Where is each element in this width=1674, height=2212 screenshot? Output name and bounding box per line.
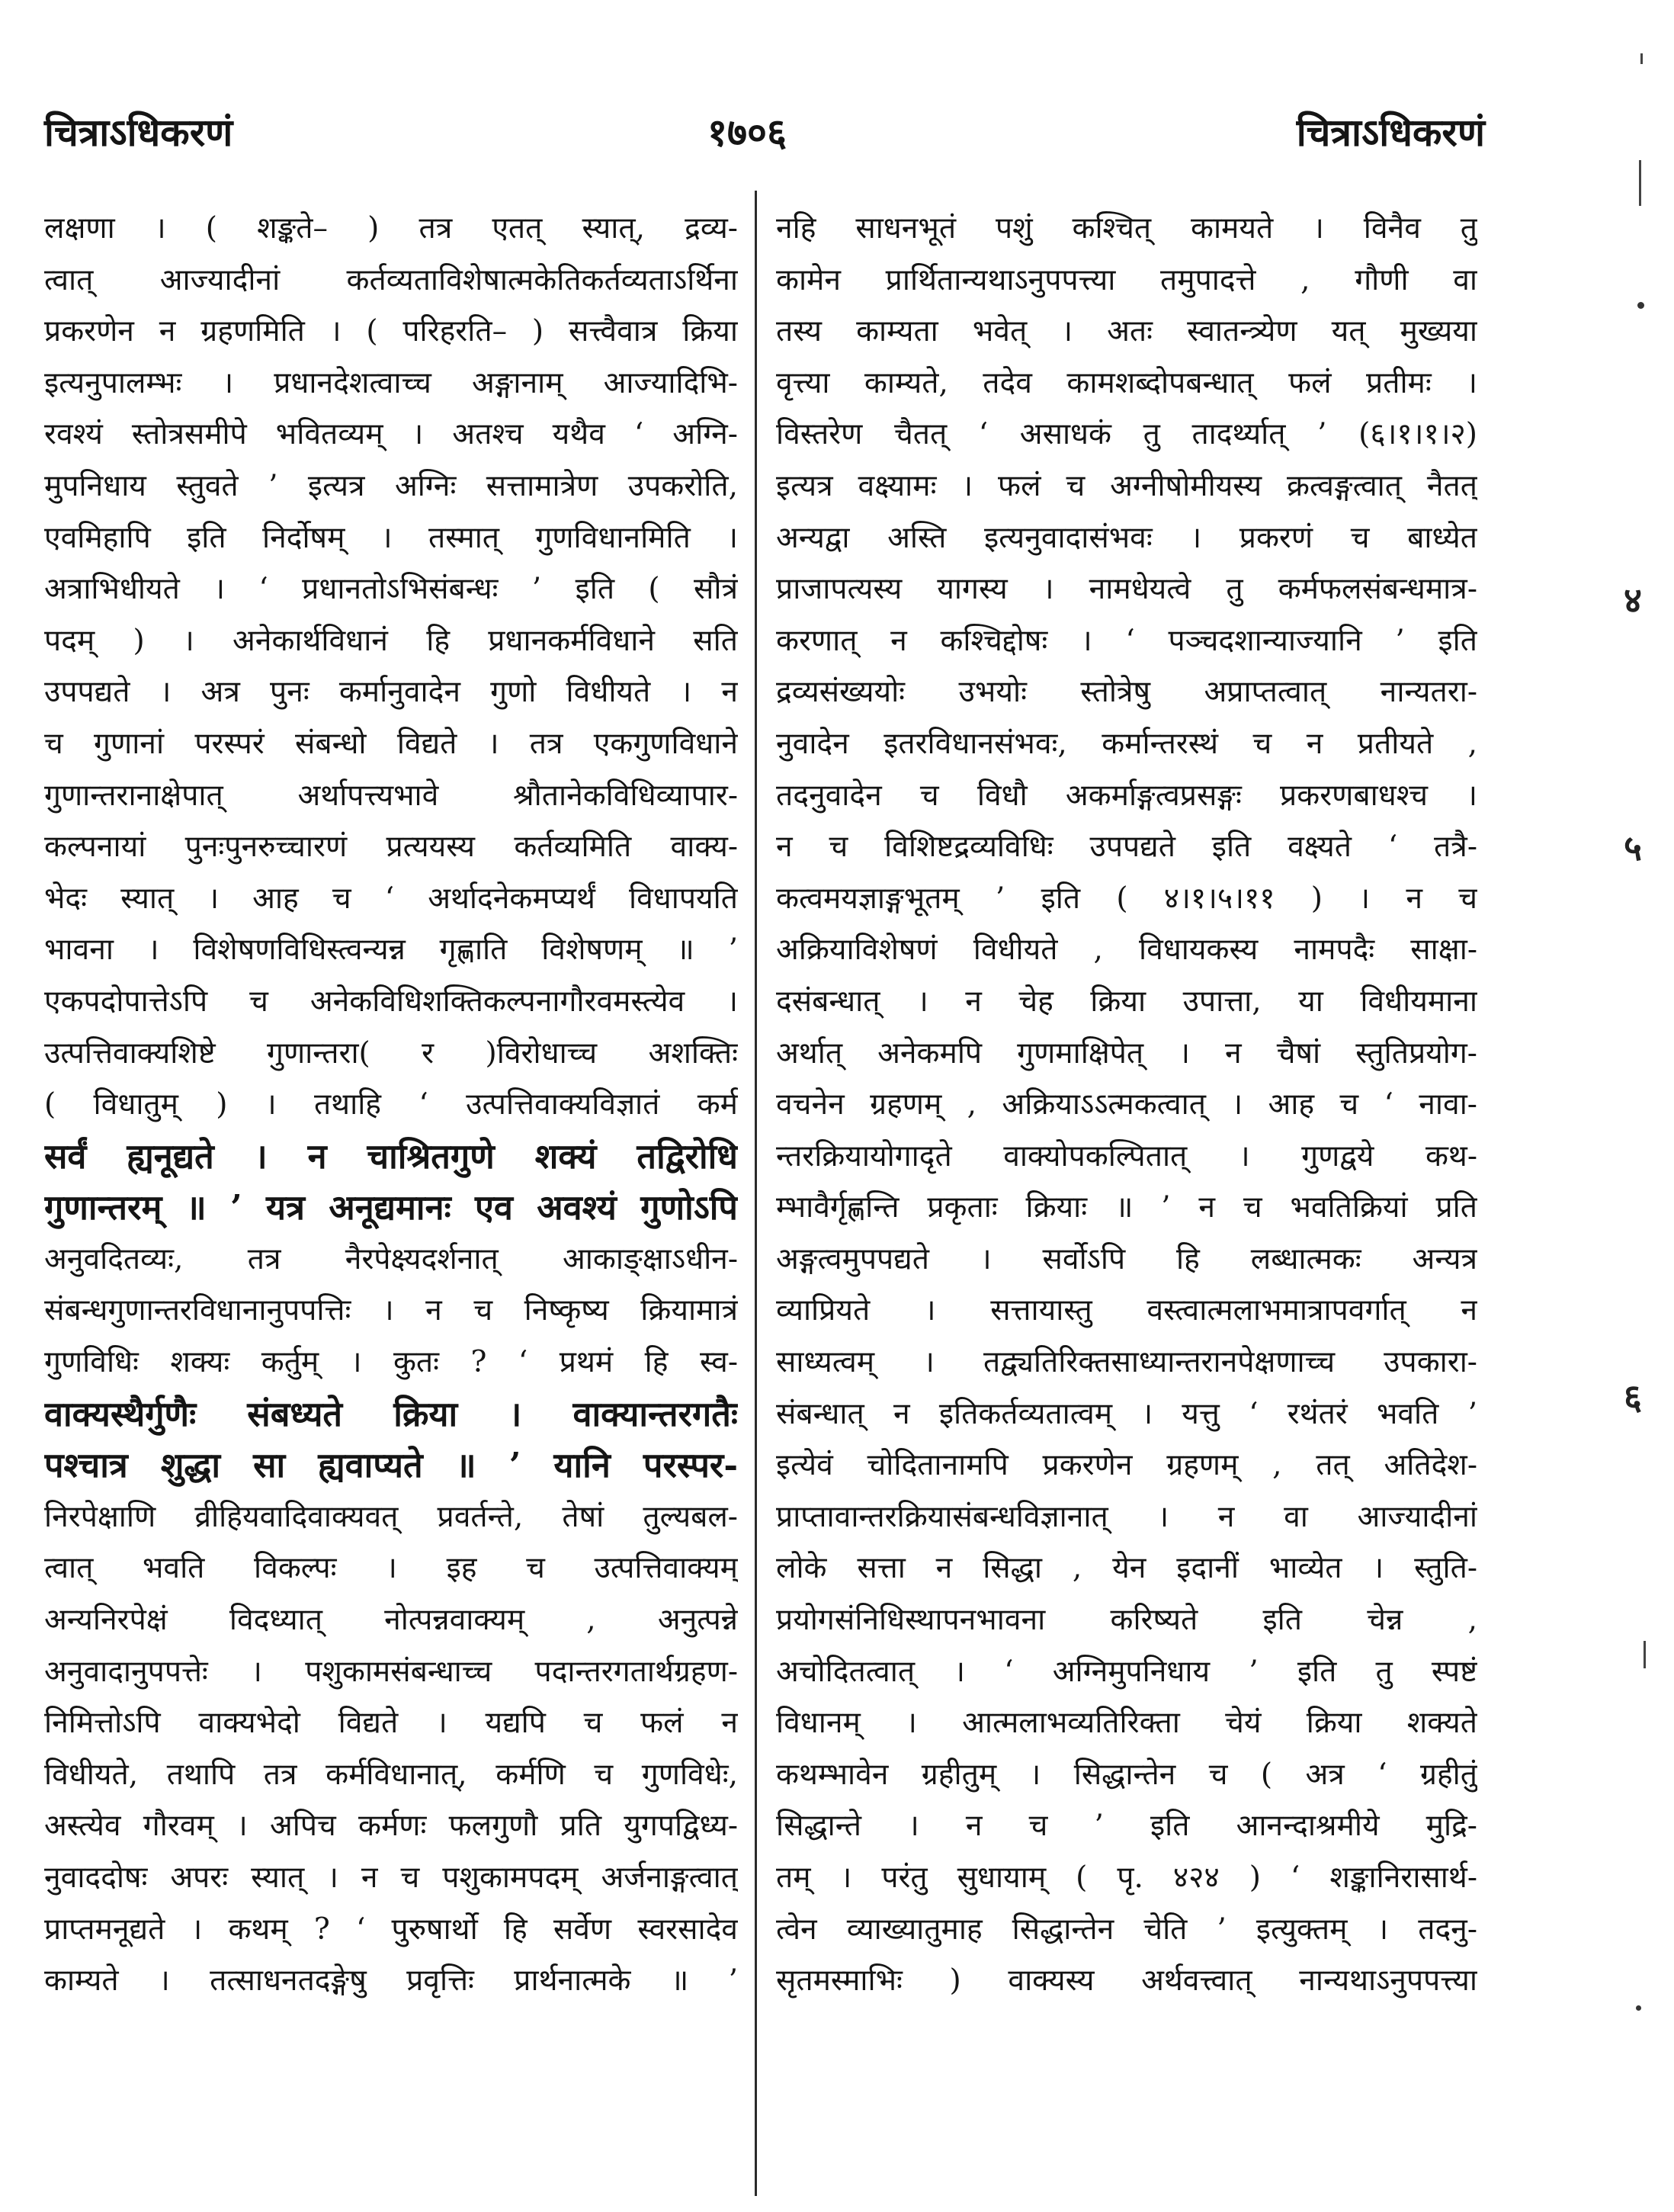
text-line: अक्रियाविशेषणं विधीयते , विधायकस्य नामपदैः साक्षा- [776,933,1477,968]
scan-speck [1640,53,1643,64]
text-line: त्वात् भवति विकल्पः । इह च उत्पत्तिवाक्यम् [44,1551,738,1586]
text-line: प्राप्तावान्तरक्रियासंबन्धविज्ञानात् । न वा आज्यादीनां [776,1499,1477,1534]
text-line: कत्वमयज्ञाङ्गभूतम् ’ इति ( ४।१।५।११ ) । न च [776,881,1477,916]
text-line: च गुणानां परस्परं संबन्धो विद्यते । तत्र एकगुणविधाने [44,726,738,761]
text-line: सृतमस्माभिः ) वाक्यस्य अर्थवत्त्वात् नान्यथाऽनुपपत्त्या [776,1963,1477,1999]
text-line: अर्थात् अनेकमपि गुणमाक्षिपेत् । न चैषां स्तुतिप्रयोग- [776,1035,1477,1071]
column-divider [755,191,757,2196]
text-line: निरपेक्षाणि व्रीहियवादिवाक्यवत् प्रवर्तन्ते, तेषां तुल्यबल- [44,1499,738,1534]
text-line: विस्तरेण चैतत् ‘ असाधकं तु तादर्थ्यात् ’ (६।१।१।२) [776,417,1477,452]
page-number: १७०६ [707,110,787,155]
text-line: अन्यद्वा अस्ति इत्यनुवादासंभवः । प्रकरणं च बाध्येत [776,520,1477,555]
text-line: नुवाददोषः अपरः स्यात् । न च पशुकामपदम् अर्जनाङ्गत्वात् [44,1860,738,1895]
scan-speck [1644,1641,1646,1668]
text-line: कल्पनायां पुनःपुनरुच्चारणं प्रत्ययस्य कर्तव्यमिति वाक्य- [44,830,738,865]
text-line: त्वात् आज्यादीनां कर्तव्यताविशेषात्मकेतिकर्तव्यताऽर्थिना [44,262,738,297]
text-line: कथम्भावेन ग्रहीतुम् । सिद्धान्तेन च ( अत्र ‘ ग्रहीतुं [776,1757,1477,1792]
text-line: अङ्गत्वमुपपद्यते । सर्वोऽपि हि लब्धात्मकः अन्यत्र [776,1241,1477,1276]
text-line: न च विशिष्टद्रव्यविधिः उपपद्यते इति वक्ष्यते ‘ तत्रै- [776,830,1477,865]
text-line: अस्त्येव गौरवम् । अपिच कर्मणः फलगुणौ प्रति युगपद्विध्य- [44,1809,738,1844]
scan-speck [1639,160,1641,206]
text-line: विधीयते, तथापि तत्र कर्मविधानात्, कर्मणि च गुणविधेः, [44,1757,738,1792]
text-line: भावना । विशेषणविधिस्त्वन्यन्न गृह्णाति विशेषणम् ॥ ’ [44,933,738,968]
text-line: तम् । परंतु सुधायाम् ( पृ. ४२४ ) ‘ शङ्कानिरासार्थ- [776,1860,1477,1895]
text-line: संबन्धात् न इतिकर्तव्यतात्वम् । यत्तु ‘ रथंतरं भवति ’ [776,1396,1477,1431]
text-line: ( विधातुम् ) । तथाहि ‘ उत्पत्तिवाक्यविज्ञातं कर्म [44,1087,738,1122]
text-line: तस्य काम्यता भवेत् । अतः स्वातन्त्र्येण यत् मुख्यया [776,314,1477,349]
text-line: प्रयोगसंनिधिस्थापनभावना करिष्यते इति चेन्न , [776,1603,1477,1638]
text-line: पश्चात्र शुद्धा सा ह्यवाप्यते ॥ ’ यानि परस्पर- [44,1445,738,1486]
right-column [776,203,1477,2193]
text-line: सिद्धान्ते । न च ’ इति आनन्दाश्रमीये मुद्रि- [776,1809,1477,1844]
text-line: सर्वं ह्यनूद्यते । न चाश्रितगुणे शक्यं तद्विरोधि [44,1135,738,1177]
text-line: गुणान्तरम् ॥ ’ यत्र अनूद्यमानः एव अवश्यं गुणोऽपि [44,1187,738,1228]
text-line: एकपदोपात्तेऽपि च अनेकविधिशक्तिकल्पनागौरवमस्त्येव । [44,984,738,1019]
text-line: अत्राभिधीयते । ‘ प्रधानतोऽभिसंबन्धः ’ इति ( सौत्रं [44,572,738,607]
text-line: दसंबन्धात् । न चेह क्रिया उपात्ता, या विधीयमाना [776,984,1477,1019]
text-line: गुणान्तरानाक्षेपात् अर्थापत्त्यभावे श्रौतानेकविधिव्यापार- [44,778,738,813]
text-line: अनुवदितव्यः, तत्र नैरपेक्ष्यदर्शनात् आकाङ्क्षाऽधीन- [44,1241,738,1276]
text-line: द्रव्यसंख्ययोः उभयोः स्तोत्रेषु अप्राप्तत्वात् नान्यतरा- [776,675,1477,710]
text-line: विधानम् । आत्मलाभव्यतिरिक्ता चेयं क्रिया शक्यते [776,1706,1477,1741]
text-line: भेदः स्यात् । आह च ‘ अर्थादनेकमप्यर्थं विधापयति [44,881,738,916]
text-line: निमित्तोऽपि वाक्यभेदो विद्यते । यद्यपि च फलं न [44,1706,738,1741]
text-line: करणात् न कश्चिद्दोषः । ‘ पञ्चदशान्याज्यानि ’ इति [776,623,1477,658]
text-line: नुवादेन इतरविधानसंभवः, कर्मान्तरस्थं च न प्रतीयते , [776,726,1477,761]
text-line: व्याप्रियते । सत्तायास्तु वस्त्वात्मलाभमात्रापवर्गात् न [776,1293,1477,1328]
text-line: पदम् ) । अनेकार्थविधानं हि प्रधानकर्मविधाने सति [44,623,738,658]
text-line: कामेन प्रार्थितान्यथाऽनुपपत्त्या तमुपादत्ते , गौणी वा [776,262,1477,297]
text-line: इत्येवं चोदितानामपि प्रकरणेन ग्रहणम् , तत् अतिदेश- [776,1448,1477,1483]
text-line: वाक्यस्थैर्गुणैः संबध्यते क्रिया । वाक्यान्तरगतैः [44,1393,738,1434]
running-title-left: चित्राऽधिकरणं [44,110,233,155]
text-line: अनुवादानुपपत्तेः । पशुकामसंबन्धाच्च पदान्तरगतार्थग्रहण- [44,1654,738,1689]
text-line: प्राप्तमनूद्यते । कथम् ? ‘ पुरुषार्थो हि सर्वेण स्वरसादेव [44,1912,738,1947]
running-title-right: चित्राऽधिकरणं [1296,110,1485,155]
text-line: न्तरक्रियायोगादृते वाक्योपकल्पितात् । गुणद्वये कथ- [776,1138,1477,1173]
left-column [44,203,738,2193]
text-line: प्रकरणेन न ग्रहणमिति । ( परिहरति– ) सत्त्वैवात्र क्रिया [44,314,738,349]
text-line: त्वेन व्याख्यातुमाह सिद्धान्तेन चेति ’ इत्युक्तम् । तदनु- [776,1912,1477,1947]
text-line: साध्यत्वम् । तद्व्यतिरिक्तसाध्यान्तरानपेक्षणाच्च उपकारा- [776,1345,1477,1380]
text-line: संबन्धगुणान्तरविधानानुपपत्तिः । न च निष्कृष्य क्रियामात्रं [44,1293,738,1328]
text-line: वृत्त्या काम्यते, तदेव कामशब्दोपबन्धात् फलं प्रतीमः । [776,365,1477,400]
text-line: एवमिहापि इति निर्दोषम् । तस्मात् गुणविधानमिति । [44,520,738,555]
running-head [44,105,1485,159]
text-line: रवश्यं स्तोत्रसमीपे भवितव्यम् । अतश्च यथैव ‘ अग्नि- [44,417,738,452]
text-line: लक्षणा । ( शङ्कते– ) तत्र एतत् स्यात्, द्रव्य- [44,211,738,246]
text-line: अचोदितत्वात् । ‘ अग्निमुपनिधाय ’ इति तु स्पष्टं [776,1654,1477,1689]
text-line: गुणविधिः शक्यः कर्तुम् । कुतः ? ‘ प्रथमं हि स्व- [44,1345,738,1380]
margin-numeral: ५ [1624,827,1642,868]
text-line: म्भावैर्गृह्णन्ति प्रकृताः क्रियाः ॥ ’ न च भवतिक्रियां प्रति [776,1190,1477,1225]
margin-numeral: ६ [1624,1376,1642,1417]
text-line: इत्यनुपालम्भः । प्रधानदेशत्वाच्च अङ्गानाम् आज्यादिभि- [44,365,738,400]
text-line: वचनेन ग्रहणम् , अक्रियाऽऽत्मकत्वात् । आह च ‘ नावा- [776,1087,1477,1122]
text-line: लोके सत्ता न सिद्धा , येन इदानीं भाव्येत । स्तुति- [776,1551,1477,1586]
text-line: इत्यत्र वक्ष्यामः । फलं च अग्नीषोमीयस्य क्रत्वङ्गत्वात् नैतत् [776,468,1477,503]
text-line: नहि साधनभूतं पशुं कश्चित् कामयते । विनैव तु [776,211,1477,246]
scan-speck [1637,302,1644,309]
text-line: उत्पत्तिवाक्यशिष्टे गुणान्तरा( र )विरोधाच्च अशक्तिः [44,1035,738,1071]
text-line: तदनुवादेन च विधौ अकर्माङ्गत्वप्रसङ्गः प्रकरणबाधश्च । [776,778,1477,813]
margin-numeral: ४ [1624,579,1642,621]
text-line: उपपद्यते । अत्र पुनः कर्मानुवादेन गुणो विधीयते । न [44,675,738,710]
scan-speck [1636,2005,1641,2011]
text-line: प्राजापत्यस्य यागस्य । नामधेयत्वे तु कर्मफलसंबन्धमात्र- [776,572,1477,607]
text-line: काम्यते । तत्साधनतदङ्गेषु प्रवृत्तिः प्रार्थनात्मके ॥ ’ [44,1963,738,1999]
text-line: अन्यनिरपेक्षं विदध्यात् नोत्पन्नवाक्यम् , अनुत्पन्ने [44,1603,738,1638]
text-line: मुपनिधाय स्तुवते ’ इत्यत्र अग्निः सत्तामात्रेण उपकरोति, [44,468,738,503]
